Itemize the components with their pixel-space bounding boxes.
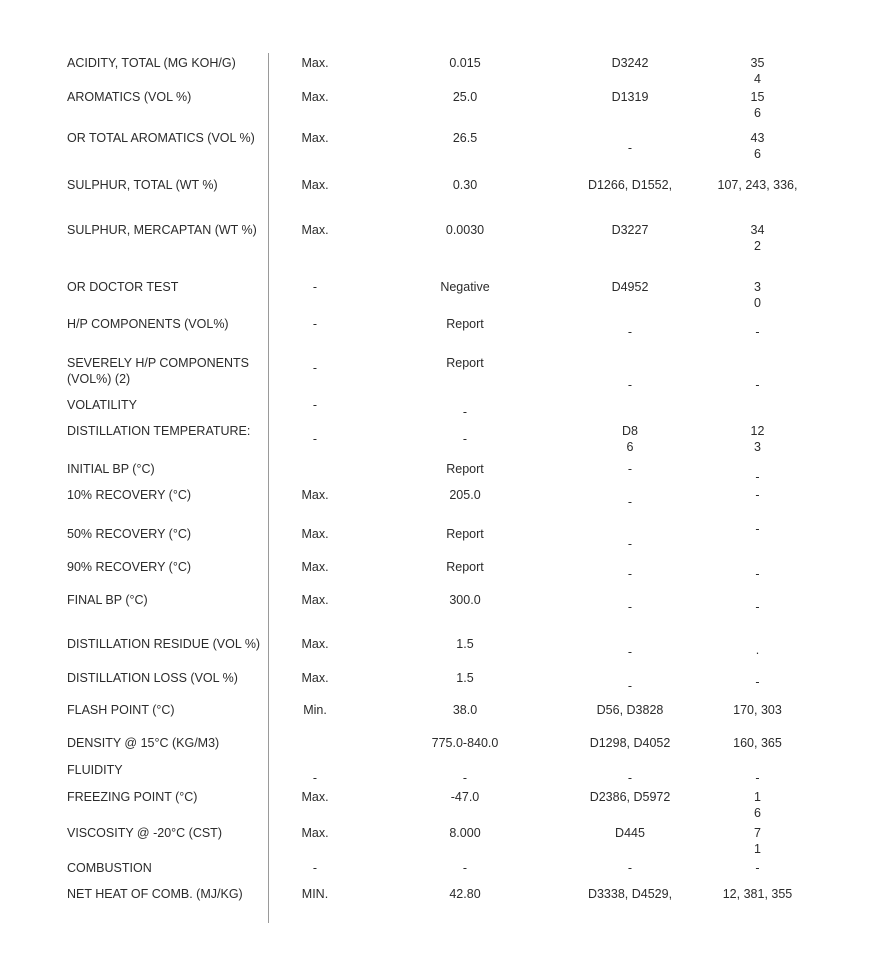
- astm-method-cell: D8 6: [622, 424, 638, 454]
- limit-cell: Max.: [301, 90, 329, 104]
- value-cell: -47.0: [450, 790, 480, 804]
- ip-method-cell: 1 6: [754, 790, 761, 820]
- limit-cell: Max.: [301, 826, 329, 840]
- ip-method-cell: .: [755, 643, 760, 657]
- ip-method-cell: -: [755, 567, 760, 581]
- property-cell: FINAL BP (°C): [67, 593, 148, 607]
- value-cell: -: [462, 861, 468, 875]
- limit-cell: Max.: [301, 488, 329, 502]
- value-cell: 38.0: [452, 703, 478, 717]
- value-cell: Report: [446, 527, 484, 541]
- property-cell: SEVERELY H/P COMPONENTS (VOL%) (2): [67, 356, 249, 386]
- limit-cell: Max.: [301, 593, 329, 607]
- value-cell: 1.5: [456, 637, 474, 651]
- limit-cell: -: [312, 361, 318, 375]
- astm-method-cell: -: [627, 679, 633, 693]
- astm-method-cell: -: [627, 600, 633, 614]
- property-cell: VISCOSITY @ -20°C (CST): [67, 826, 222, 840]
- property-cell: NET HEAT OF COMB. (MJ/KG): [67, 887, 243, 901]
- property-cell: SULPHUR, MERCAPTAN (WT %): [67, 223, 257, 237]
- ip-method-cell: 7 1: [754, 826, 761, 856]
- astm-method-cell: -: [627, 771, 633, 785]
- astm-method-cell: -: [627, 537, 633, 551]
- value-cell: 775.0-840.0: [431, 736, 499, 750]
- property-cell: H/P COMPONENTS (VOL%): [67, 317, 229, 331]
- property-cell: 10% RECOVERY (°C): [67, 488, 192, 502]
- property-cell: VOLATILITY: [67, 398, 137, 412]
- astm-method-cell: D1298, D4052: [589, 736, 671, 750]
- limit-cell: Max.: [301, 223, 329, 237]
- value-cell: Report: [446, 462, 484, 476]
- limit-cell: Max.: [301, 637, 329, 651]
- ip-method-cell: 43 6: [750, 131, 765, 161]
- value-cell: 205.0: [449, 488, 481, 502]
- value-cell: 25.0: [452, 90, 478, 104]
- limit-cell: -: [312, 398, 318, 412]
- ip-method-cell: 12, 381, 355: [722, 887, 793, 901]
- limit-cell: Max.: [301, 560, 329, 574]
- limit-cell: Max.: [301, 790, 329, 804]
- property-cell: DISTILLATION TEMPERATURE:: [67, 424, 251, 438]
- property-cell: FLUIDITY: [67, 763, 123, 777]
- astm-method-cell: D3242: [611, 56, 649, 70]
- astm-method-cell: -: [627, 861, 633, 875]
- ip-method-cell: -: [755, 378, 760, 392]
- value-cell: 0.0030: [445, 223, 485, 237]
- value-cell: 0.30: [452, 178, 478, 192]
- astm-method-cell: -: [627, 141, 633, 155]
- limit-cell: MIN.: [301, 887, 329, 901]
- limit-cell: -: [312, 317, 318, 331]
- value-cell: Report: [446, 356, 484, 370]
- value-cell: Negative: [440, 280, 490, 294]
- property-cell: SULPHUR, TOTAL (WT %): [67, 178, 218, 192]
- property-cell: DISTILLATION RESIDUE (VOL %): [67, 637, 261, 651]
- ip-method-cell: 34 2: [750, 223, 765, 253]
- astm-method-cell: D445: [615, 826, 645, 840]
- astm-method-cell: D1319: [611, 90, 649, 104]
- property-cell: DENSITY @ 15°C (KG/M3): [67, 736, 220, 750]
- astm-method-cell: D3227: [611, 223, 649, 237]
- astm-method-cell: D56, D3828: [596, 703, 664, 717]
- property-cell: FLASH POINT (°C): [67, 703, 175, 717]
- limit-cell: Max.: [301, 671, 329, 685]
- ip-method-cell: 3 0: [754, 280, 761, 310]
- value-cell: Report: [446, 317, 484, 331]
- limit-cell: Max.: [301, 527, 329, 541]
- property-cell: AROMATICS (VOL %): [67, 90, 192, 104]
- astm-method-cell: D2386, D5972: [589, 790, 671, 804]
- property-cell: COMBUSTION: [67, 861, 152, 875]
- value-cell: 8.000: [449, 826, 481, 840]
- astm-method-cell: -: [627, 567, 633, 581]
- value-cell: 1.5: [456, 671, 474, 685]
- property-cell: DISTILLATION LOSS (VOL %): [67, 671, 238, 685]
- property-cell: OR DOCTOR TEST: [67, 280, 179, 294]
- ip-method-cell: 35 4: [750, 56, 765, 86]
- value-cell: 26.5: [452, 131, 478, 145]
- ip-method-cell: 170, 303: [733, 703, 782, 717]
- astm-method-cell: -: [627, 645, 633, 659]
- astm-method-cell: D1266, D1552,: [587, 178, 673, 192]
- ip-method-cell: -: [755, 470, 760, 484]
- limit-cell: -: [312, 861, 318, 875]
- astm-method-cell: -: [627, 325, 633, 339]
- astm-method-cell: D3338, D4529,: [587, 887, 673, 901]
- property-cell: 50% RECOVERY (°C): [67, 527, 192, 541]
- limit-cell: Max.: [301, 178, 329, 192]
- limit-cell: Max.: [301, 56, 329, 70]
- astm-method-cell: -: [627, 462, 633, 476]
- ip-method-cell: -: [755, 675, 760, 689]
- property-cell: INITIAL BP (°C): [67, 462, 155, 476]
- limit-cell: -: [312, 280, 318, 294]
- limit-cell: -: [312, 771, 318, 785]
- property-cell: OR TOTAL AROMATICS (VOL %): [67, 131, 255, 145]
- ip-method-cell: 160, 365: [733, 736, 782, 750]
- ip-method-cell: -: [755, 325, 760, 339]
- astm-method-cell: D4952: [611, 280, 649, 294]
- ip-method-cell: -: [755, 522, 760, 536]
- value-cell: -: [462, 432, 468, 446]
- ip-method-cell: -: [755, 861, 760, 875]
- value-cell: -: [462, 405, 468, 419]
- ip-method-cell: -: [755, 771, 760, 785]
- property-cell: 90% RECOVERY (°C): [67, 560, 192, 574]
- astm-method-cell: -: [627, 378, 633, 392]
- ip-method-cell: -: [755, 488, 760, 502]
- value-cell: 42.80: [449, 887, 481, 901]
- value-cell: -: [462, 771, 468, 785]
- ip-method-cell: 12 3: [750, 424, 765, 454]
- limit-cell: -: [312, 432, 318, 446]
- astm-method-cell: -: [627, 495, 633, 509]
- value-cell: 300.0: [449, 593, 481, 607]
- ip-method-cell: -: [755, 600, 760, 614]
- ip-method-cell: 107, 243, 336,: [717, 178, 798, 192]
- property-cell: ACIDITY, TOTAL (MG KOH/G): [67, 56, 236, 70]
- limit-cell: Max.: [301, 131, 329, 145]
- limit-cell: Min.: [303, 703, 327, 717]
- ip-method-cell: 15 6: [750, 90, 765, 120]
- value-cell: 0.015: [449, 56, 481, 70]
- property-cell: FREEZING POINT (°C): [67, 790, 198, 804]
- value-cell: Report: [446, 560, 484, 574]
